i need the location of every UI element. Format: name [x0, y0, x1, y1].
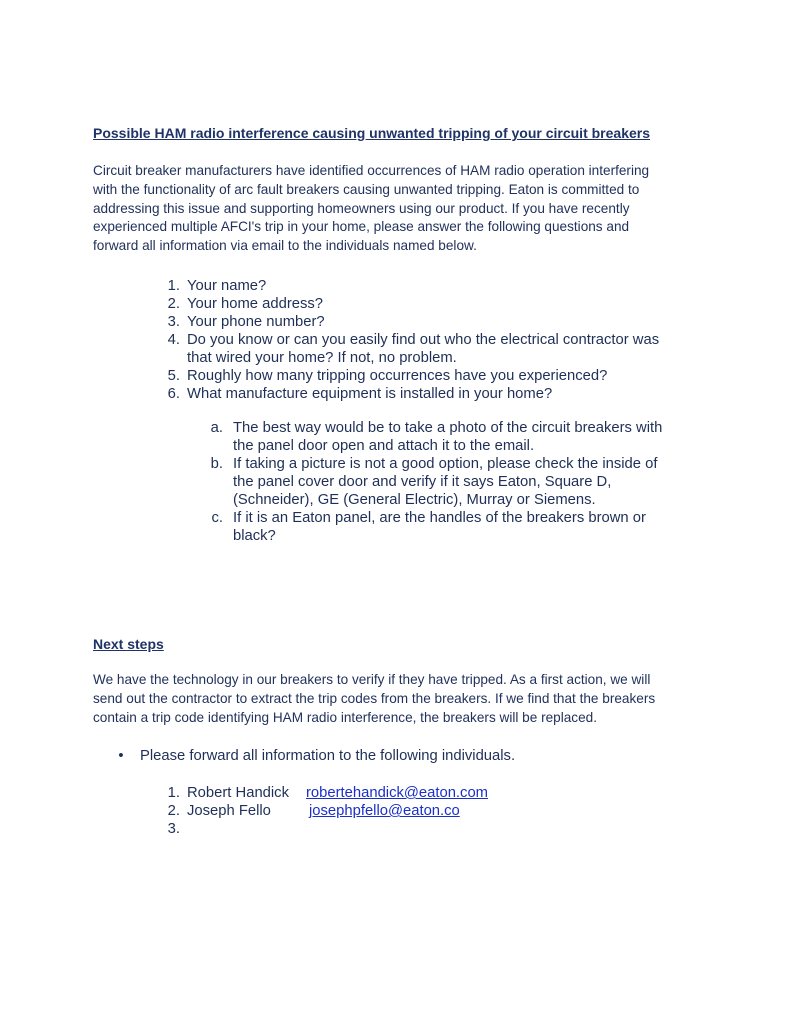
list-number: 5. — [167, 368, 180, 384]
intro-line: forward all information via email to the individuals named below. — [93, 238, 477, 254]
list-number: 3. — [167, 314, 180, 330]
list-item — [167, 385, 707, 403]
body-line: We have the technology in our breakers to verify if they have tripped. As a first action, we will — [93, 672, 651, 687]
intro-line: Circuit breaker manufacturers have identified occurrences of HAM radio operation interfering — [93, 163, 650, 178]
section-heading-ham-interference: Possible HAM radio interference causing unwanted tripping of your circuit breakers — [93, 125, 651, 141]
sub-item-text: If taking a picture is not a good option, please check the inside of — [233, 456, 658, 472]
contact-name: Robert Handick — [187, 785, 289, 801]
question-text: that wired your home? If not, no problem. — [187, 350, 457, 366]
list-number: 4. — [167, 332, 180, 348]
list-item — [210, 455, 713, 509]
list-item — [210, 419, 713, 455]
sub-item-text: the panel door open and attach it to the email. — [233, 438, 535, 454]
list-item — [211, 509, 713, 545]
email-link[interactable]: josephpfello@eaton.co — [309, 803, 460, 819]
list-item — [167, 277, 707, 295]
list-number: 6. — [167, 386, 180, 402]
question-text: Your home address? — [187, 296, 324, 312]
body-line: contain a trip code identifying HAM radio interference, the breakers will be replaced. — [93, 709, 597, 725]
list-letter: b. — [210, 456, 223, 472]
list-number: 1. — [167, 785, 180, 801]
sub-item-text: If it is an Eaton panel, are the handles of the breakers brown or — [233, 510, 646, 526]
question-text: Roughly how many tripping occurrences have you experienced? — [187, 368, 608, 384]
list-item — [167, 331, 707, 367]
email-link[interactable]: robertehandick@eaton.com — [306, 785, 488, 801]
list-number: 3. — [167, 821, 180, 837]
contacts-list — [167, 784, 587, 838]
intro-line: addressing this issue and supporting homeowners using our product. If you have recently — [93, 200, 630, 216]
list-item — [167, 313, 707, 331]
contact-row — [167, 802, 587, 820]
sub-item-text: the panel cover door and verify if it says Eaton, Square D, — [233, 474, 612, 490]
sub-item-text: (Schneider), GE (General Electric), Murray or Siemens. — [233, 492, 596, 508]
section-heading-next-steps: Next steps — [93, 636, 164, 652]
next-steps-paragraph — [93, 671, 703, 727]
question-text: Do you know or can you easily find out who the electrical contractor was — [187, 332, 660, 348]
sub-item-text: The best way would be to take a photo of the circuit breakers with — [233, 420, 663, 436]
list-item — [167, 367, 707, 385]
intro-paragraph — [93, 162, 703, 256]
contact-row — [167, 784, 587, 802]
list-number: 2. — [167, 296, 180, 312]
contact-name — [187, 820, 191, 838]
question-text: What manufacture equipment is installed in your home? — [187, 386, 553, 402]
equipment-sub-list — [210, 419, 713, 545]
body-line: send out the contractor to extract the trip codes from the breakers. If we find that the breakers — [93, 690, 656, 706]
questions-list — [167, 277, 707, 403]
bullet-text: Please forward all information to the following individuals. — [140, 748, 516, 764]
intro-line: experienced multiple AFCI's trip in your home, please answer the following questions and — [93, 219, 630, 235]
list-number: 2. — [167, 803, 180, 819]
intro-line: with the functionality of arc fault breakers causing unwanted tripping. Eaton is committed to — [93, 181, 640, 197]
list-number: 1. — [167, 278, 180, 294]
list-letter: a. — [210, 420, 223, 436]
question-text: Your name? — [187, 278, 267, 294]
question-text: Your phone number? — [187, 314, 325, 330]
bullet-icon: • — [118, 748, 124, 764]
contact-row — [167, 820, 587, 838]
list-item — [167, 295, 707, 313]
list-letter: c. — [211, 510, 223, 526]
sub-item-text: black? — [233, 528, 276, 544]
contact-name: Joseph Fello — [187, 803, 271, 819]
